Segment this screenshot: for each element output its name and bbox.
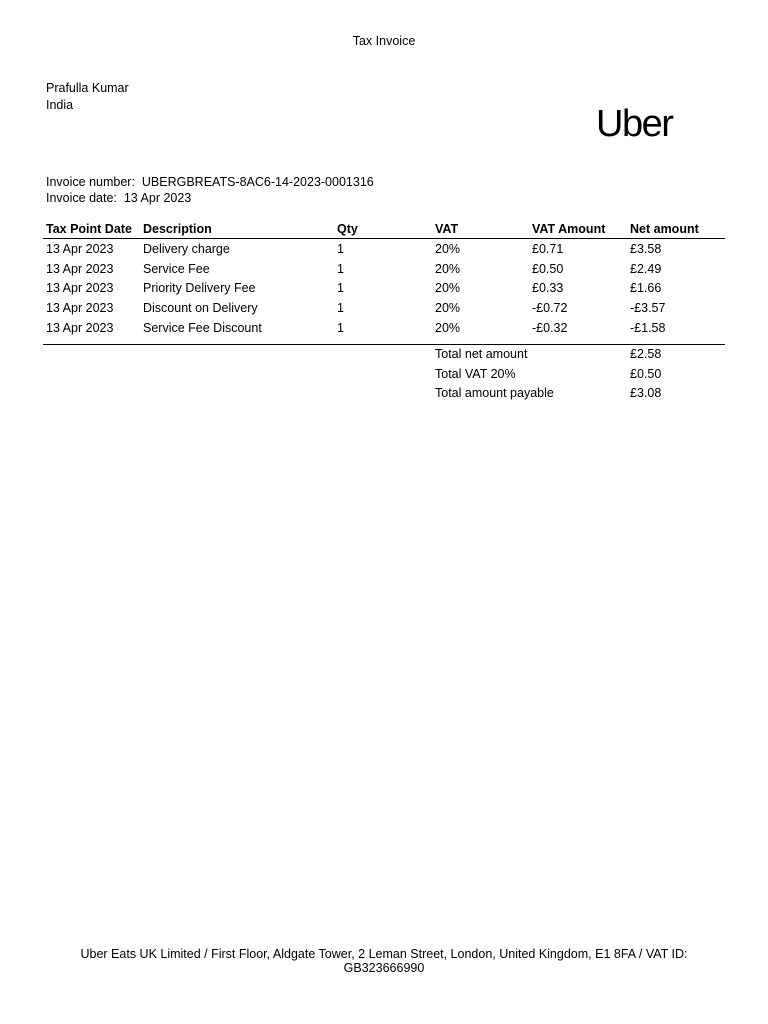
customer-name: Prafulla Kumar (46, 81, 129, 95)
cell-vat: 20% (435, 242, 461, 256)
invoice-date-row (46, 190, 374, 206)
cell-date: 13 Apr 2023 (46, 242, 114, 256)
table-row (43, 260, 725, 280)
table-header (43, 220, 725, 239)
document-title: Tax Invoice (352, 34, 416, 48)
total-vat-value: £0.50 (630, 366, 662, 381)
table-row (43, 299, 725, 319)
invoice-number-value: UBERGBREATS-8AC6-14-2023-0001316 (141, 175, 374, 189)
table-body (43, 239, 725, 338)
header-qty: Qty (337, 222, 358, 236)
cell-date: 13 Apr 2023 (46, 261, 114, 276)
table-row (43, 279, 725, 299)
table-row (43, 319, 725, 339)
cell-qty: 1 (337, 242, 344, 256)
company-footer (60, 947, 708, 975)
cell-net-amount: -£1.58 (630, 320, 666, 335)
cell-qty: 1 (337, 281, 344, 296)
cell-vat: 20% (435, 301, 461, 316)
cell-qty: 1 (337, 301, 344, 316)
footer-vat-id: GB323666990 (343, 961, 425, 975)
cell-vat: 20% (435, 320, 461, 335)
cell-date: 13 Apr 2023 (46, 301, 114, 316)
cell-qty: 1 (337, 261, 344, 276)
total-payable-label: Total amount payable (435, 386, 554, 401)
cell-description: Service Fee (143, 261, 210, 276)
cell-vat: 20% (435, 261, 461, 276)
cell-net-amount: -£3.57 (630, 301, 666, 316)
cell-vat-amount: £0.33 (532, 281, 564, 296)
total-vat-label: Total VAT 20% (435, 366, 516, 381)
total-net-value: £2.58 (630, 347, 662, 361)
total-net-row (435, 346, 725, 366)
cell-qty: 1 (337, 320, 344, 335)
customer-block (46, 80, 129, 113)
totals-block (435, 346, 725, 405)
invoice-meta (46, 174, 374, 206)
cell-date: 13 Apr 2023 (46, 281, 114, 296)
cell-description: Delivery charge (143, 242, 230, 256)
cell-vat-amount: -£0.32 (532, 320, 568, 335)
cell-vat-amount: £0.50 (532, 261, 564, 276)
invoice-number-row (46, 174, 374, 190)
cell-description: Discount on Delivery (143, 301, 258, 316)
total-net-label: Total net amount (435, 347, 528, 361)
header-tax-point-date: Tax Point Date (46, 222, 132, 236)
footer-address: Uber Eats UK Limited / First Floor, Aldgate Tower, 2 Leman Street, London, United Kingdom, E1 8FA / VAT ID: (80, 947, 688, 961)
header-net-amount: Net amount (630, 222, 699, 236)
customer-country: India (46, 97, 74, 112)
header-vat: VAT (435, 222, 459, 236)
cell-net-amount: £1.66 (630, 281, 662, 296)
totals-divider (43, 344, 725, 345)
invoice-date-label: Invoice date: (46, 191, 117, 205)
cell-net-amount: £3.58 (630, 242, 662, 256)
cell-vat-amount: £0.71 (532, 242, 564, 256)
cell-description: Service Fee Discount (143, 320, 262, 335)
header-description: Description (143, 222, 212, 236)
uber-logo: Uber (596, 103, 673, 145)
total-payable-row (435, 385, 725, 405)
invoice-date-value: 13 Apr 2023 (123, 191, 192, 205)
line-items-table (43, 220, 725, 338)
cell-description: Priority Delivery Fee (143, 281, 256, 296)
cell-date: 13 Apr 2023 (46, 320, 114, 335)
cell-net-amount: £2.49 (630, 261, 662, 276)
header-vat-amount: VAT Amount (532, 222, 606, 236)
total-vat-row (435, 366, 725, 386)
cell-vat: 20% (435, 281, 461, 296)
total-payable-value: £3.08 (630, 386, 662, 401)
cell-vat-amount: -£0.72 (532, 301, 568, 316)
table-row (43, 240, 725, 260)
invoice-number-label: Invoice number: (46, 175, 135, 189)
